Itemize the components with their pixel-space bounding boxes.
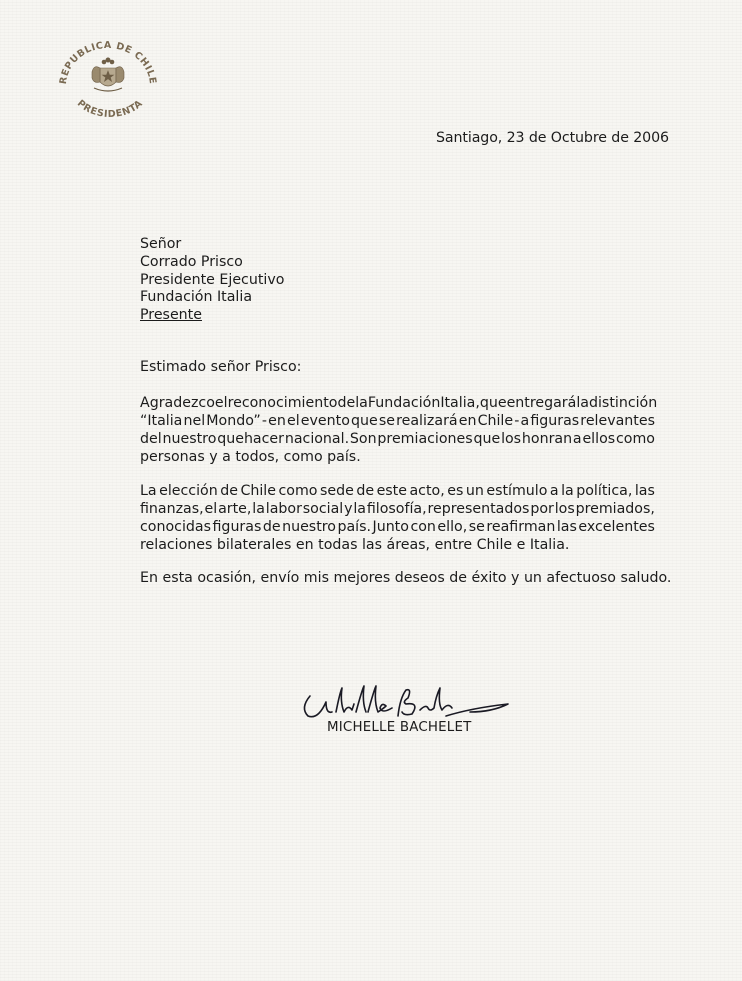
word: a xyxy=(549,483,559,499)
word: el xyxy=(204,501,218,517)
word: Son xyxy=(349,431,377,447)
word: se xyxy=(378,413,395,429)
word: que xyxy=(473,431,501,447)
word: la xyxy=(355,395,368,411)
word: este xyxy=(376,483,407,499)
word: figuras xyxy=(212,519,262,535)
word: las xyxy=(556,519,577,535)
recipient-position: Presidente Ejecutivo xyxy=(140,271,285,288)
paragraph-3-line: En esta ocasión, envío mis mejores deseos de éxito y un afectuoso saludo. xyxy=(140,570,672,586)
word: de xyxy=(337,395,356,411)
word: los xyxy=(554,501,575,517)
word: sede xyxy=(319,483,354,499)
word: país. xyxy=(337,519,372,535)
word: honran xyxy=(521,431,573,447)
word: el xyxy=(286,413,300,429)
signer-name: MICHELLE BACHELET xyxy=(327,720,472,735)
word: nuestro xyxy=(282,519,336,535)
paragraph-2-line: relaciones bilaterales en todas las áreas, entre Chile e Italia. xyxy=(140,537,570,553)
paragraph-2-line xyxy=(140,500,655,518)
recipient-name: Corrado Prisco xyxy=(140,253,243,270)
paragraph-2-line xyxy=(140,518,655,536)
word: los xyxy=(501,431,522,447)
word: es xyxy=(447,483,464,499)
word: como xyxy=(615,431,655,447)
word: la xyxy=(252,501,265,517)
word: Agradezco xyxy=(140,395,215,411)
word: estímulo xyxy=(486,483,548,499)
paragraph-2-line xyxy=(140,482,655,500)
word: “Italia xyxy=(140,413,183,429)
word: elección xyxy=(159,483,218,499)
word: a xyxy=(572,431,582,447)
word: como xyxy=(278,483,318,499)
word: las xyxy=(634,483,655,499)
letter-date: Santiago, 23 de Octubre de 2006 xyxy=(436,130,669,146)
salutation: Estimado señor Prisco: xyxy=(140,359,302,375)
word: a xyxy=(520,413,530,429)
handwritten-signature xyxy=(296,682,512,724)
seal-bottom-text: PRESIDENTA xyxy=(74,98,146,121)
word: ellos xyxy=(582,431,616,447)
paragraph-1-line xyxy=(140,430,655,448)
presidential-seal xyxy=(54,38,162,128)
word: la xyxy=(561,483,574,499)
word: finanzas, xyxy=(140,501,204,517)
word: Fundación xyxy=(367,395,441,411)
word: que xyxy=(351,413,378,429)
word: figuras xyxy=(530,413,580,429)
word: distinción xyxy=(588,395,658,411)
word: reconocimiento xyxy=(227,395,338,411)
recipient-organization: Fundación Italia xyxy=(140,289,253,306)
word: nacional. xyxy=(284,431,350,447)
word: en xyxy=(268,413,286,429)
word: el xyxy=(214,395,228,411)
paragraph-1-line: personas y a todos, como país. xyxy=(140,449,361,465)
word: reafirman xyxy=(486,519,556,535)
word: se xyxy=(468,519,485,535)
word: un xyxy=(465,483,484,499)
word: premiados, xyxy=(575,501,655,517)
word: - xyxy=(514,413,520,429)
word: entregará xyxy=(506,395,577,411)
paragraph-1-line xyxy=(140,412,655,430)
word: Chile xyxy=(240,483,276,499)
word: que xyxy=(479,395,507,411)
word: y xyxy=(344,501,353,517)
paragraph-3 xyxy=(140,569,672,587)
word: conocidas xyxy=(140,519,211,535)
recipient-presente: Presente xyxy=(140,307,202,324)
word: Chile xyxy=(477,413,514,429)
word: relevantes xyxy=(580,413,655,429)
word: representados xyxy=(427,501,530,517)
word: labor xyxy=(265,501,302,517)
word: de xyxy=(220,483,238,499)
seal-top-text: REPUBLICA DE CHILE xyxy=(57,39,159,85)
word: nel xyxy=(183,413,206,429)
recipient-address xyxy=(140,236,284,325)
paragraph-1 xyxy=(140,394,658,466)
word: - xyxy=(261,413,267,429)
word: Junto xyxy=(372,519,409,535)
word: premiaciones xyxy=(377,431,473,447)
word: de xyxy=(262,519,281,535)
svg-text:PRESIDENTA xyxy=(75,98,145,120)
word: la xyxy=(576,395,589,411)
word: acto, xyxy=(409,483,445,499)
recipient-title: Señor xyxy=(140,236,182,252)
word: la xyxy=(353,501,366,517)
word: política, xyxy=(576,483,633,499)
word: arte, xyxy=(218,501,252,517)
word: con xyxy=(410,519,436,535)
word: quehacer xyxy=(217,431,284,447)
word: social xyxy=(302,501,344,517)
paragraph-2 xyxy=(140,482,655,554)
word: Mondo” xyxy=(206,413,261,429)
word: realizará xyxy=(396,413,458,429)
word: nuestro xyxy=(162,431,217,447)
word: de xyxy=(356,483,375,499)
word: evento xyxy=(300,413,350,429)
word: Italia, xyxy=(440,395,480,411)
word: en xyxy=(458,413,477,429)
word: del xyxy=(140,431,162,447)
coat-of-arms-icon xyxy=(92,58,124,91)
word: La xyxy=(140,483,157,499)
word: excelentes xyxy=(578,519,655,535)
word: por xyxy=(530,501,554,517)
word: ello, xyxy=(437,519,468,535)
word: filosofía, xyxy=(366,501,427,517)
paragraph-1-line xyxy=(140,394,658,412)
